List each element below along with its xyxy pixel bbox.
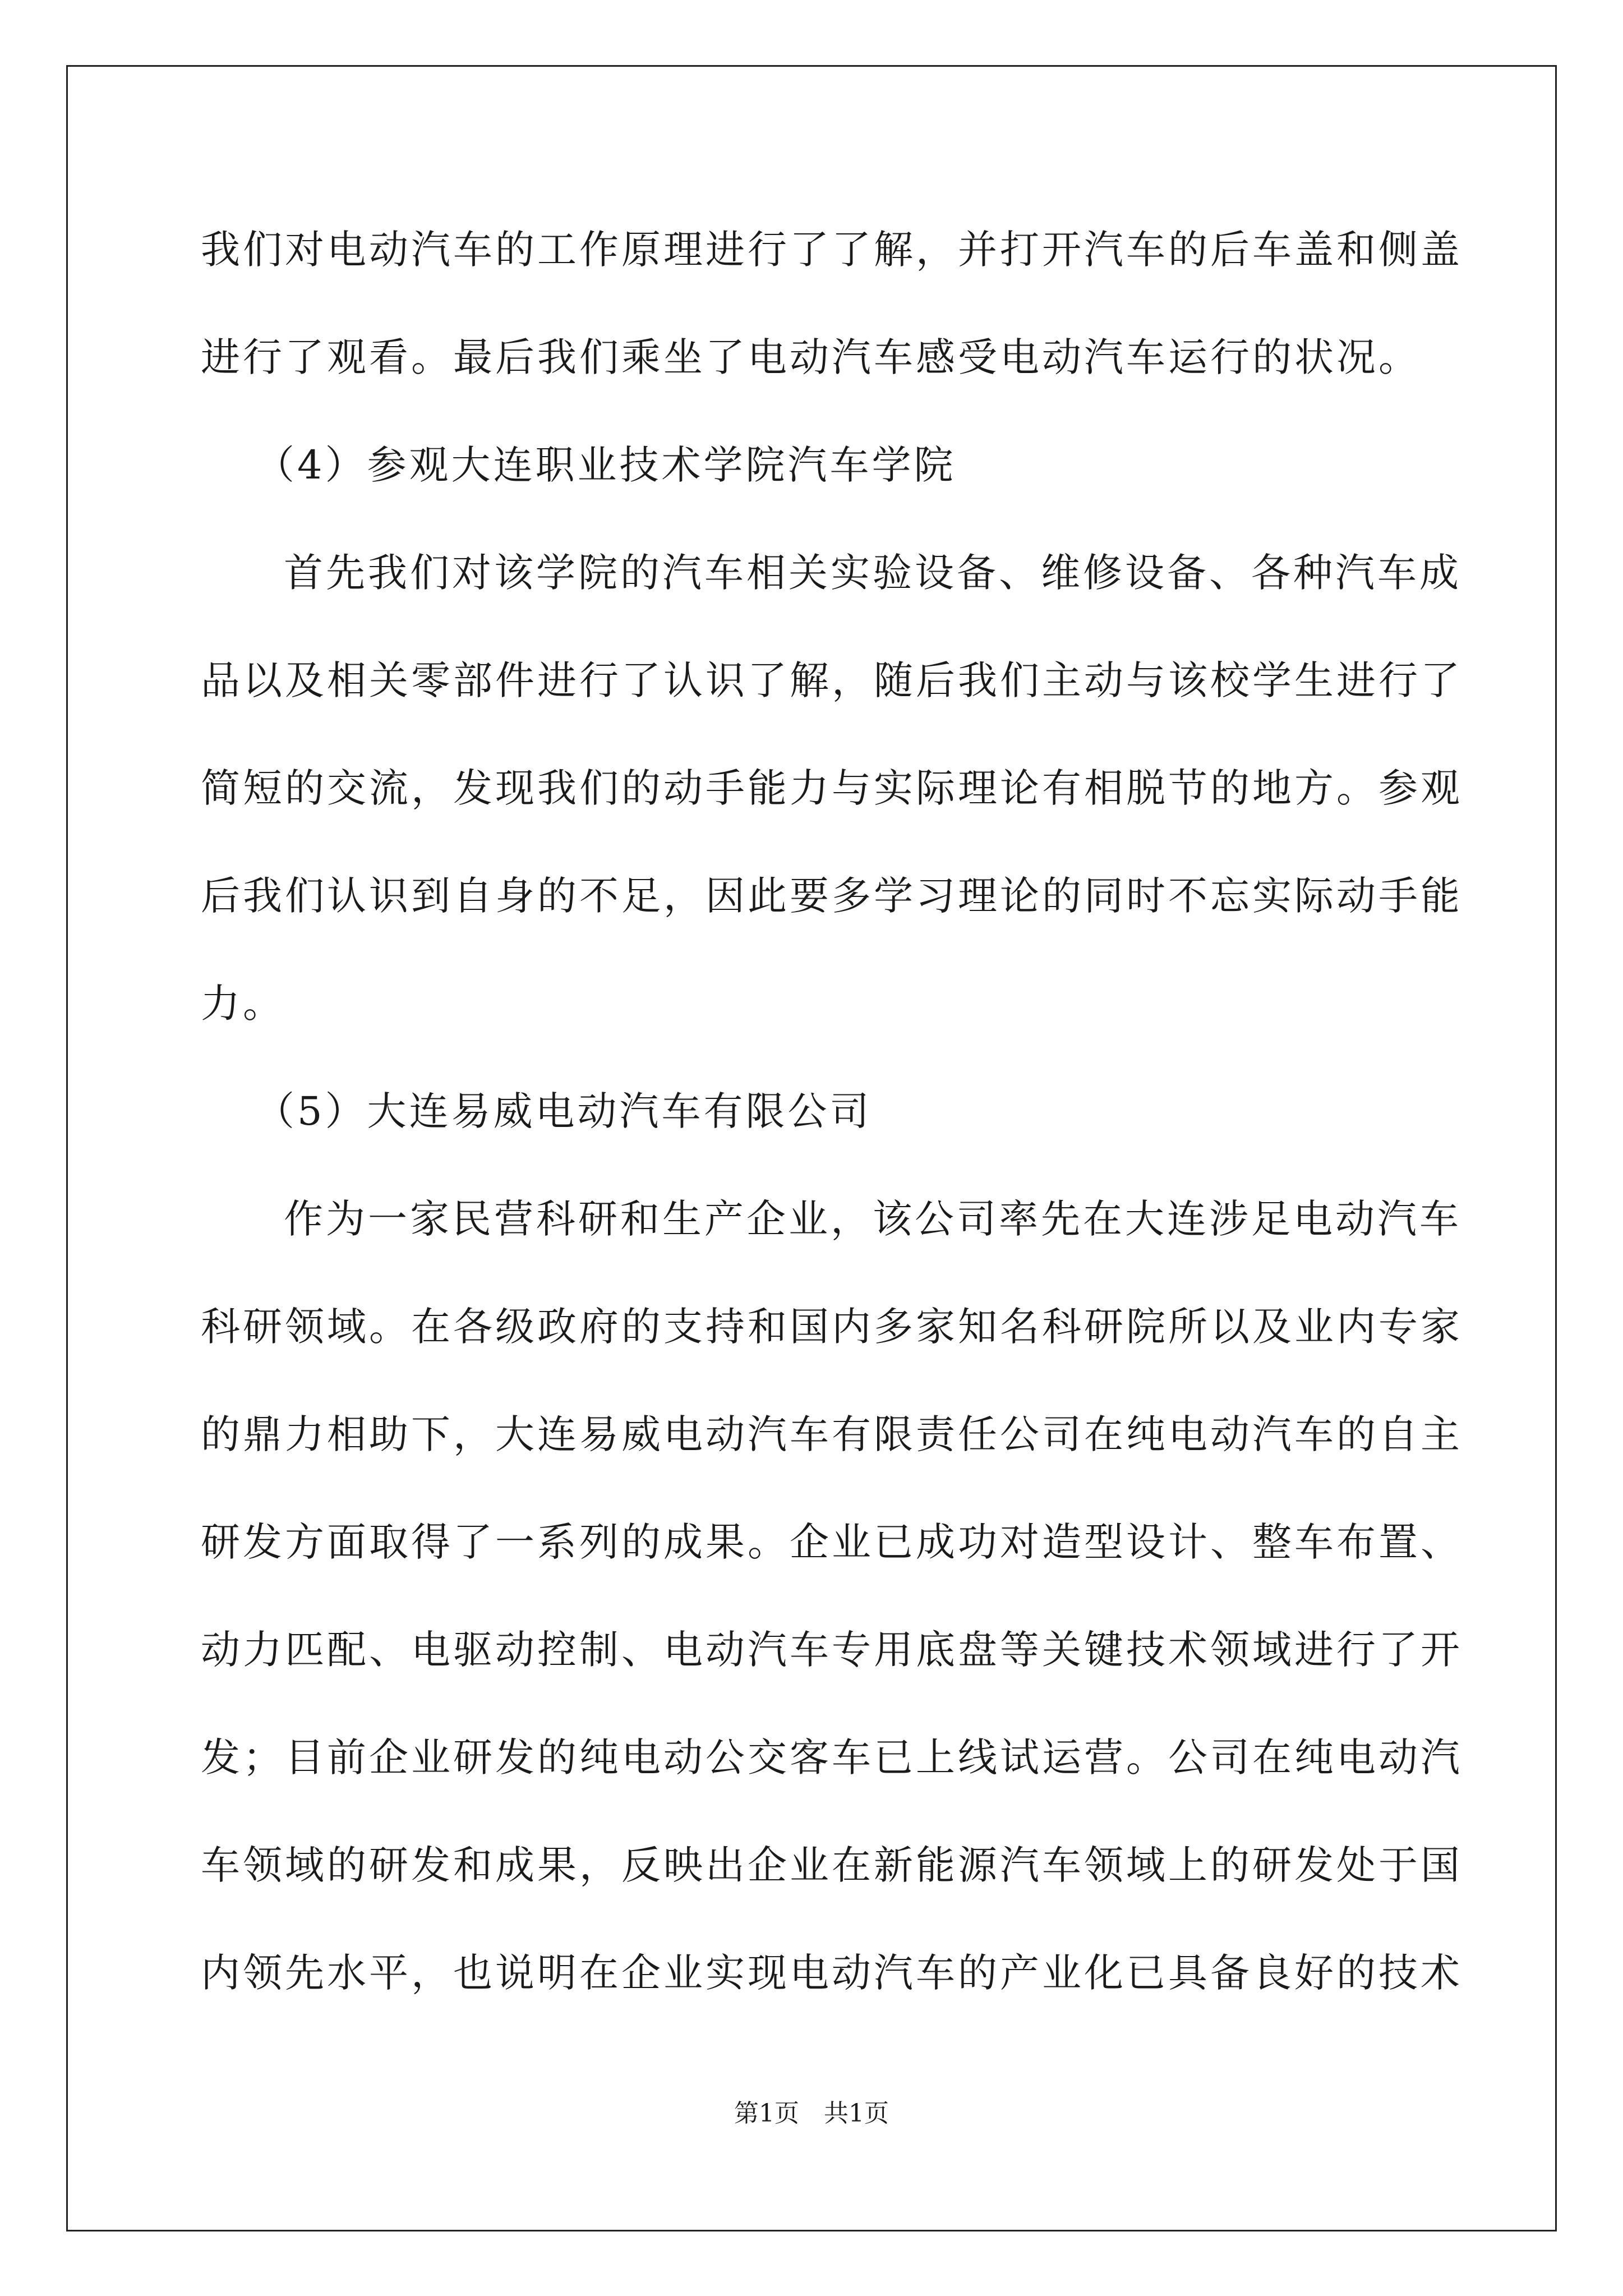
text-line: 后我们认识到自身的不足，因此要多学习理论的同时不忘实际动手能 bbox=[201, 873, 1463, 919]
page-footer: 第1页 共1页 bbox=[734, 2099, 889, 2128]
text-line: 我们对电动汽车的工作原理进行了了解，并打开汽车的后车盖和侧盖 bbox=[201, 227, 1463, 273]
text-line: 品以及相关零部件进行了认识了解，随后我们主动与该校学生进行了 bbox=[201, 657, 1463, 703]
text-line: 内领先水平，也说明在企业实现电动汽车的产业化已具备良好的技术 bbox=[201, 1950, 1463, 1996]
text-line: 进行了观看。最后我们乘坐了电动汽车感受电动汽车运行的状况。 bbox=[201, 334, 1421, 380]
text-line: 车领域的研发和成果，反映出企业在新能源汽车领域上的研发处于国 bbox=[201, 1842, 1463, 1888]
text-line: 简短的交流，发现我们的动手能力与实际理论有相脱节的地方。参观 bbox=[201, 765, 1463, 811]
text-line: 动力匹配、电驱动控制、电动汽车专用底盘等关键技术领域进行了开 bbox=[201, 1627, 1463, 1673]
text-line: 科研领域。在各级政府的支持和国内多家知名科研院所以及业内专家 bbox=[201, 1304, 1463, 1350]
text-line: 力。 bbox=[201, 981, 285, 1027]
section-heading: （4）参观大连职业技术学院汽车学院 bbox=[255, 442, 956, 488]
page-border bbox=[66, 65, 1557, 2231]
text-line: 的鼎力相助下，大连易威电动汽车有限责任公司在纯电动汽车的自主 bbox=[201, 1411, 1463, 1457]
text-line: 作为一家民营科研和生产企业，该公司率先在大连涉足电动汽车 bbox=[284, 1196, 1461, 1242]
section-heading: （5）大连易威电动汽车有限公司 bbox=[255, 1088, 872, 1134]
text-line: 首先我们对该学院的汽车相关实验设备、维修设备、各种汽车成 bbox=[284, 550, 1461, 596]
text-line: 发；目前企业研发的纯电动公交客车已上线试运营。公司在纯电动汽 bbox=[201, 1734, 1463, 1780]
text-line: 研发方面取得了一系列的成果。企业已成功对造型设计、整车布置、 bbox=[201, 1519, 1463, 1565]
